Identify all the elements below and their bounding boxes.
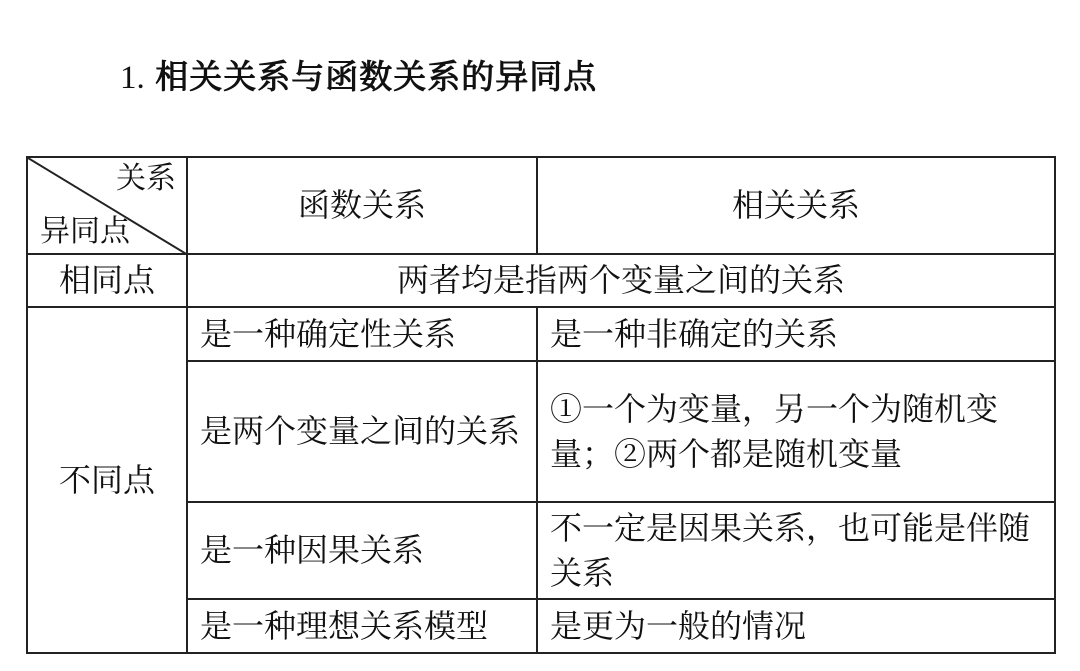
function-cell: 是一种确定性关系 [187,307,537,361]
function-cell: 是两个变量之间的关系 [187,361,537,502]
section-heading [120,52,597,102]
table-header-row [27,157,1055,254]
heading-text: 相关关系与函数关系的异同点 [155,57,598,96]
corner-label-similarity: 异同点 [40,214,130,249]
comparison-table [26,156,1056,654]
same-text: 两者均是指两个变量之间的关系 [187,254,1055,307]
function-cell: 是一种因果关系 [187,502,537,599]
same-label: 相同点 [27,254,187,307]
correlation-cell: ①一个为变量，另一个为随机变量；②两个都是随机变量 [537,361,1055,502]
correlation-cell: 是更为一般的情况 [537,599,1055,653]
header-function-relation: 函数关系 [187,157,537,254]
difference-label: 不同点 [27,307,187,653]
header-correlation-relation: 相关关系 [537,157,1055,254]
corner-label-relation: 关系 [116,161,176,196]
same-row [27,254,1055,307]
function-cell: 是一种理想关系模型 [187,599,537,653]
corner-header-cell [27,157,187,254]
correlation-cell: 是一种非确定的关系 [537,307,1055,361]
heading-number: 1. [120,60,145,96]
correlation-cell: 不一定是因果关系，也可能是伴随关系 [537,502,1055,599]
table-row [27,307,1055,361]
